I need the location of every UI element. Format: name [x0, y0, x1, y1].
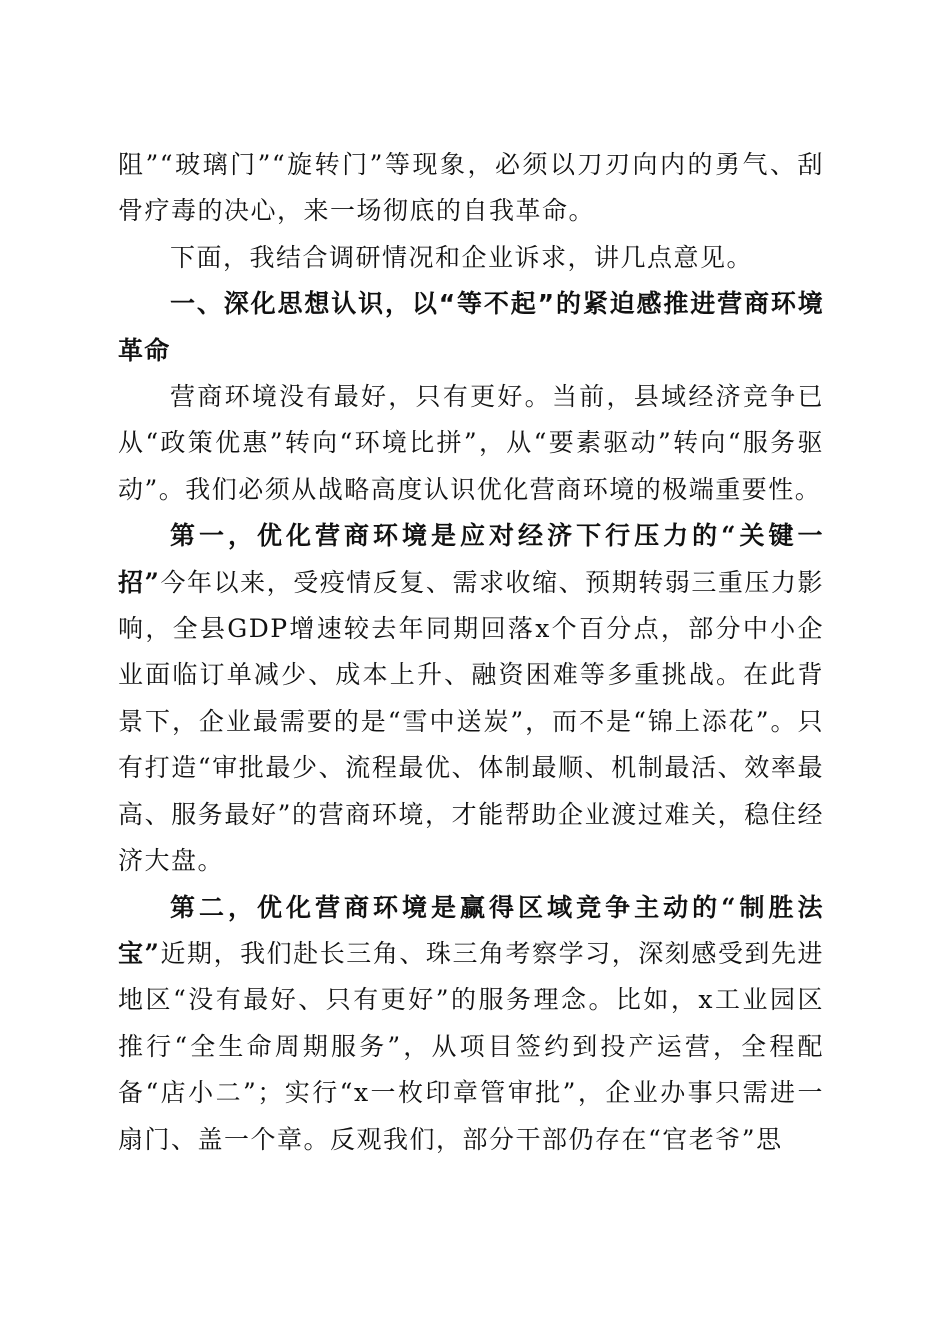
paragraph-point-one [118, 513, 824, 884]
point-two-body: 近期，我们赴长三角、珠三角考察学习，深刻感受到先进地区“没有最好、只有更好”的服务理念。比如，x工业园区推行“全生命周期服务”，从项目签约到投产运营，全程配备“店小二”；实行“x一枚印章管审批”，企业办事只需进一扇门、盖一个章。反观我们，部分干部仍存在“官老爷”思 [118, 938, 824, 1154]
paragraph-business-environment: 营商环境没有最好，只有更好。当前，县域经济竞争已从“政策优惠”转向“环境比拼”，从“要素驱动”转向“服务驱动”。我们必须从战略高度认识优化营商环境的极端重要性。 [118, 382, 824, 504]
paragraph-intro: 下面，我结合调研情况和企业诉求，讲几点意见。 [170, 242, 754, 272]
paragraph-continuation: 阻”“玻璃门”“旋转门”等现象，必须以刀刃向内的勇气、刮骨疗毒的决心，来一场彻底的自我革命。 [118, 150, 824, 226]
point-one-heading: 第一，优化营商环境是应对经济下行压力的“关键一招” [118, 521, 824, 597]
point-two-heading: 第二，优化营商环境是赢得区域竞争主动的“制胜法宝” [118, 892, 824, 968]
point-one-body: 今年以来，受疫情反复、需求收缩、预期转弱三重压力影响，全县GDP增速较去年同期回落x个百分点，部分中小企业面临订单减少、成本上升、融资困难等多重挑战。在此背景下，企业最需要的是“雪中送炭”，而不是“锦上添花”。只有打造“审批最少、流程最优、体制最顺、机制最活、效率最高、服务最好”的营商环境，才能帮助企业渡过难关，稳住经济大盘。 [118, 567, 824, 876]
section-heading-1: 一、深化思想认识，以“等不起”的紧迫感推进营商环境革命 [118, 289, 824, 365]
document-body [118, 142, 824, 1163]
paragraph-point-two [118, 885, 824, 1163]
